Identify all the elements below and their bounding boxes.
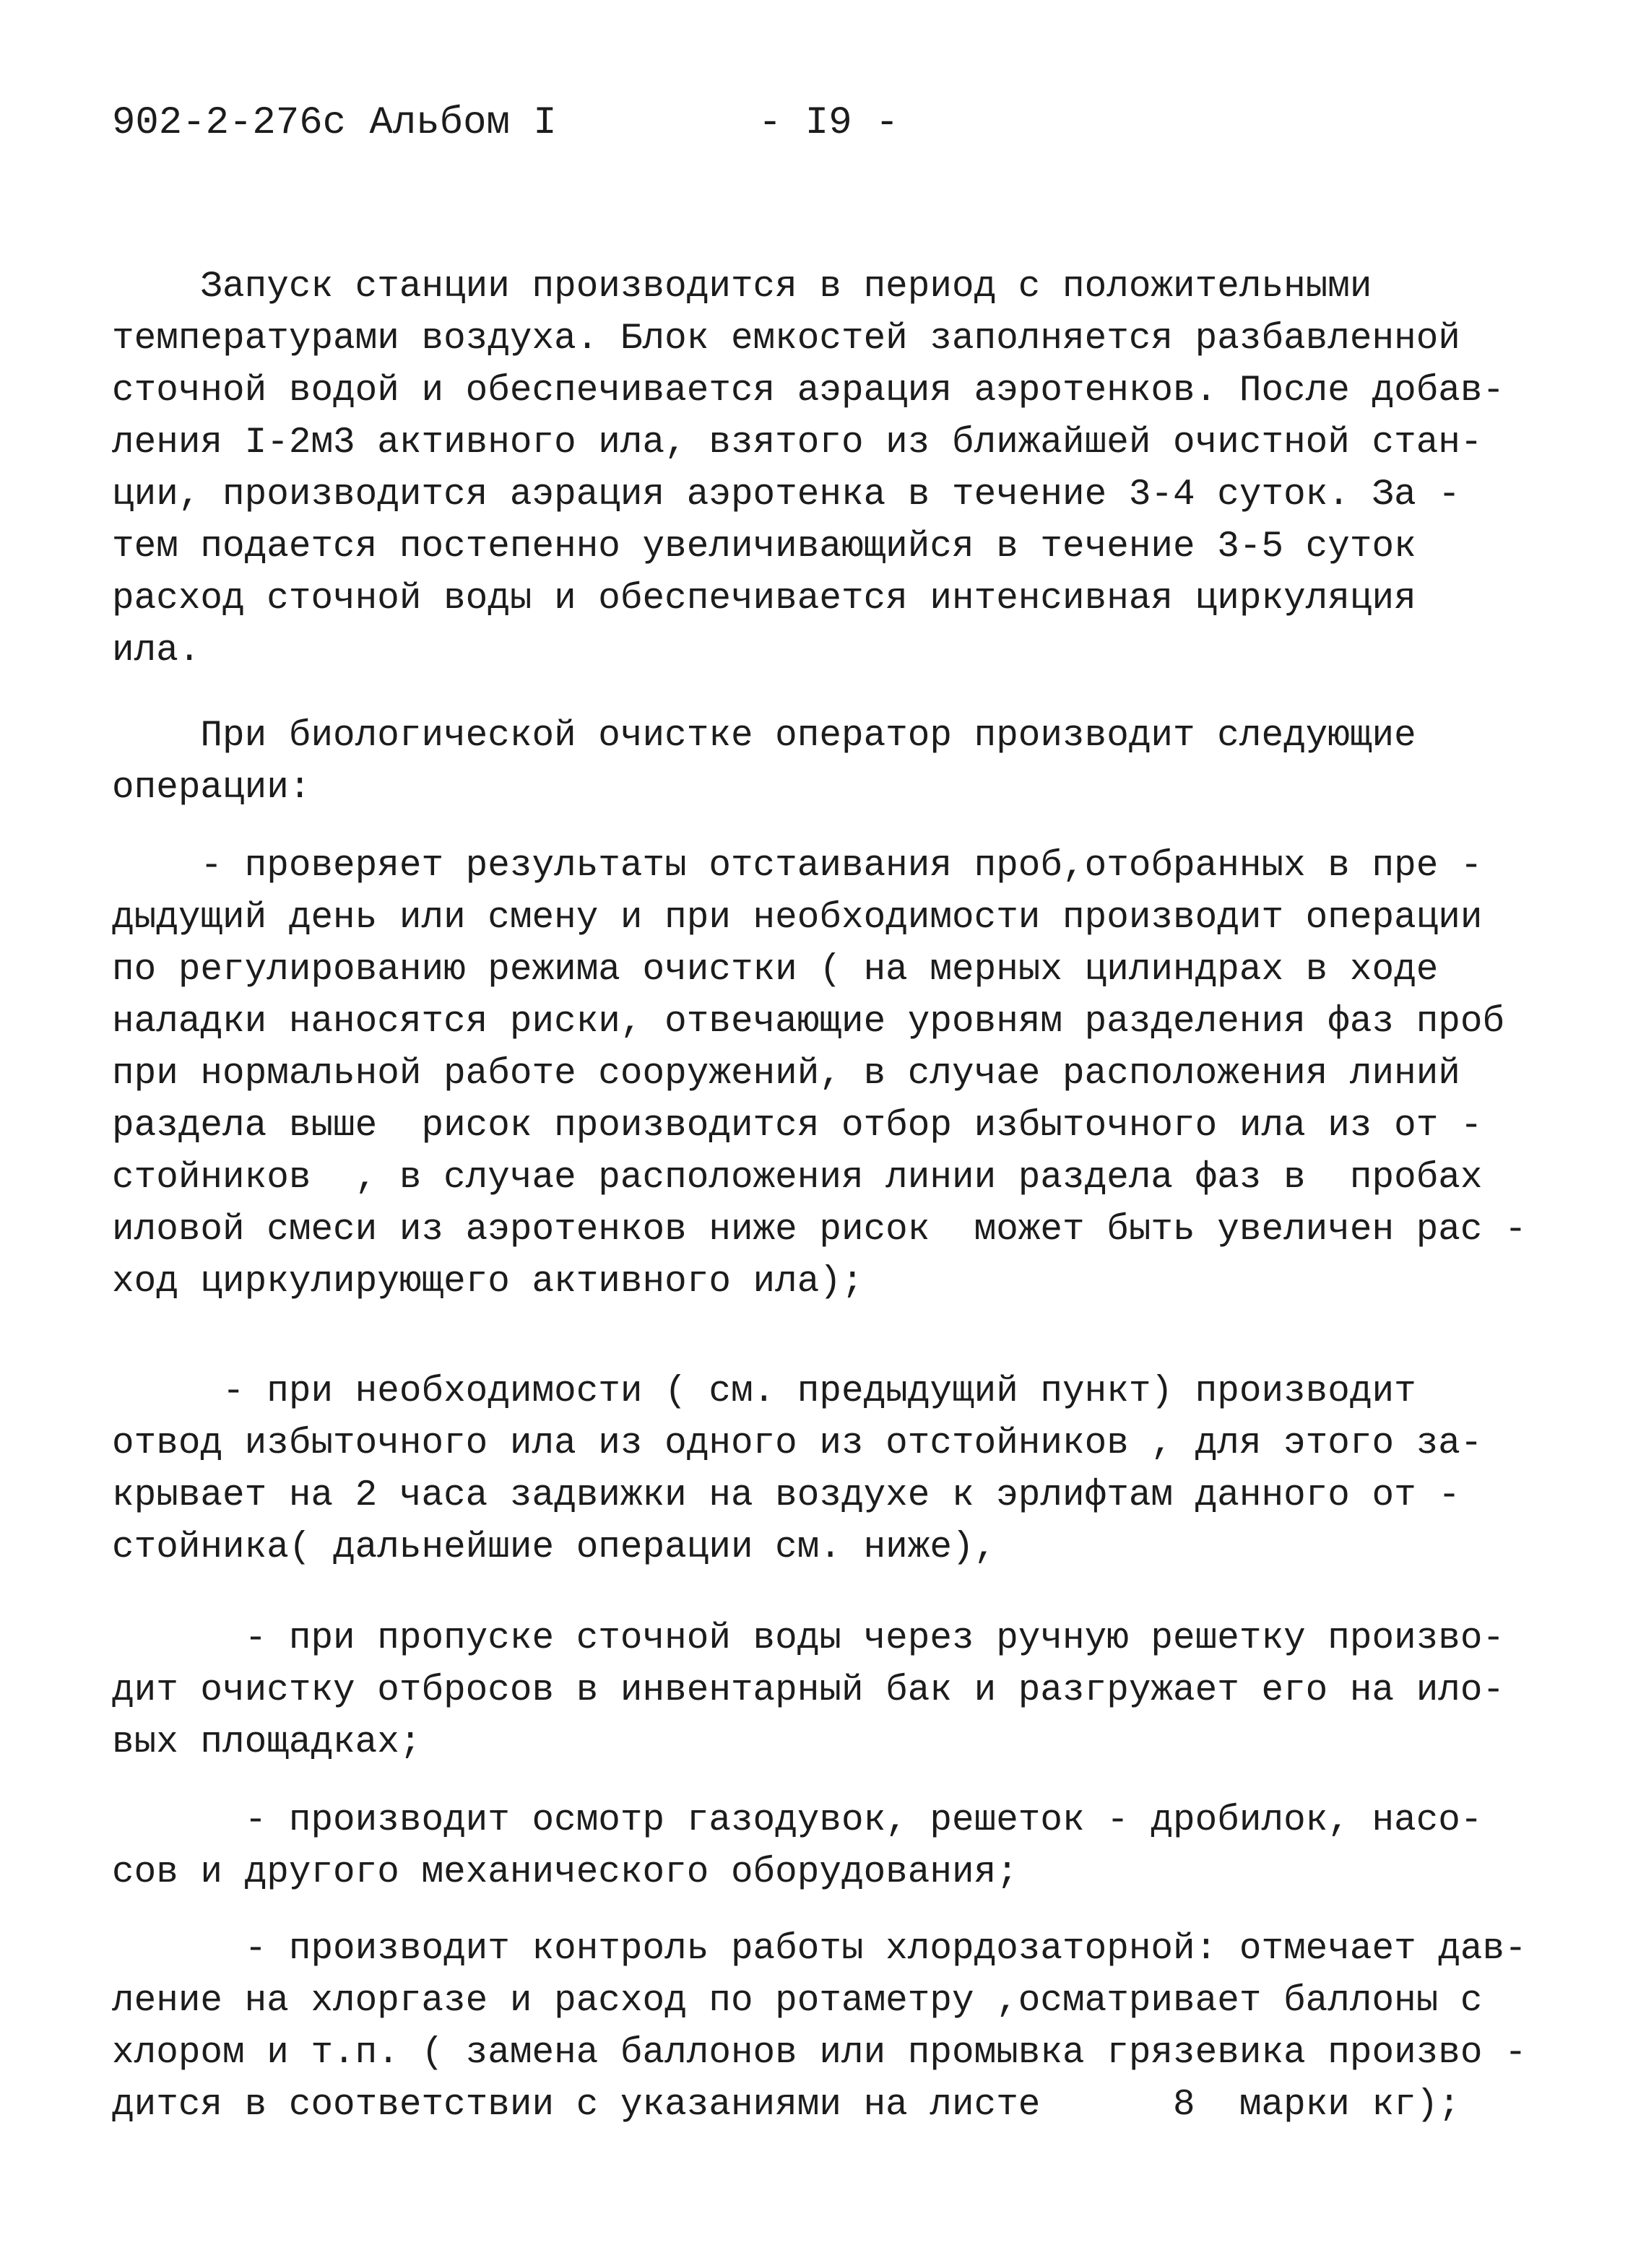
paragraph-operator-intro xyxy=(112,711,1556,814)
text-line: Запуск станции производится в период с положительными xyxy=(112,266,1372,308)
text-line: температурами воздуха. Блок емкостей заполняется разбавленной xyxy=(112,318,1460,360)
text-line: ление на хлоргазе и расход по ротаметру ,осматривает баллоны с xyxy=(112,1981,1483,2022)
text-line: сов и другого механического оборудования; xyxy=(112,1852,1018,1893)
text-line: расход сточной воды и обеспечивается интенсивная циркуляция xyxy=(112,578,1416,620)
document-code: 902-2-276с Альбом I xyxy=(112,101,557,145)
text-line: - при пропуске сточной воды через ручную решетку произво- xyxy=(112,1618,1505,1659)
text-line: - производит контроль работы хлордозаторной: отмечает дав- xyxy=(112,1929,1527,1970)
page-number: - I9 - xyxy=(758,101,899,145)
text-line: - при необходимости ( см. предыдущий пункт) производит xyxy=(112,1371,1416,1412)
list-item-chlorination-control xyxy=(112,1924,1556,2132)
text-line: иловой смеси из аэротенков ниже рисок может быть увеличен рас - xyxy=(112,1209,1527,1251)
text-line: дыдущий день или смену и при необходимости производит операции xyxy=(112,898,1483,939)
text-line: - проверяет результаты отстаивания проб,отобранных в пре - xyxy=(112,846,1483,887)
text-line: при нормальной работе сооружений, в случае расположения линий xyxy=(112,1053,1460,1095)
list-item-manual-screen xyxy=(112,1613,1556,1769)
text-line: операции: xyxy=(112,768,311,809)
text-line: тем подается постепенно увеличивающийся в течение 3-5 суток xyxy=(112,526,1416,568)
text-line: наладки наносятся риски, отвечающие уровням разделения фаз проб xyxy=(112,1002,1505,1043)
paragraph-station-startup xyxy=(112,261,1556,677)
text-line: отвод избыточного ила из одного из отстойников , для этого за- xyxy=(112,1423,1483,1464)
list-item-equipment-inspection xyxy=(112,1795,1556,1899)
text-line: ила. xyxy=(112,630,201,672)
text-line: дит очистку отбросов в инвентарный бак и разгружает его на ило- xyxy=(112,1670,1505,1711)
text-line: сточной водой и обеспечивается аэрация аэротенков. После добав- xyxy=(112,370,1505,412)
text-line: стойников , в случае расположения линии раздела фаз в пробах xyxy=(112,1157,1483,1199)
text-line: ления I-2м3 активного ила, взятого из ближайшей очистной стан- xyxy=(112,422,1483,464)
list-item-check-settling xyxy=(112,840,1556,1308)
text-line: вых площадках; xyxy=(112,1722,422,1763)
text-line: - производит осмотр газодувок, решеток - дробилок, насо- xyxy=(112,1800,1483,1841)
text-line: крывает на 2 часа задвижки на воздухе к эрлифтам данного от - xyxy=(112,1475,1460,1516)
text-line: раздела выше рисок производится отбор избыточного ила из от - xyxy=(112,1105,1483,1147)
text-line: дится в соответствии с указаниями на листе 8 марки кг); xyxy=(112,2085,1460,2126)
text-line: по регулированию режима очистки ( на мерных цилиндрах в ходе xyxy=(112,950,1439,991)
text-line: стойника( дальнейшие операции см. ниже), xyxy=(112,1527,997,1568)
text-line: ции, производится аэрация аэротенка в течение 3-4 суток. За - xyxy=(112,474,1460,516)
list-item-excess-sludge xyxy=(112,1366,1556,1574)
text-line: При биологической очистке оператор производит следующие xyxy=(112,716,1416,757)
text-line: хлором и т.п. ( замена баллонов или промывка грязевика произво - xyxy=(112,2033,1527,2074)
text-line: ход циркулирующего активного ила); xyxy=(112,1261,864,1303)
